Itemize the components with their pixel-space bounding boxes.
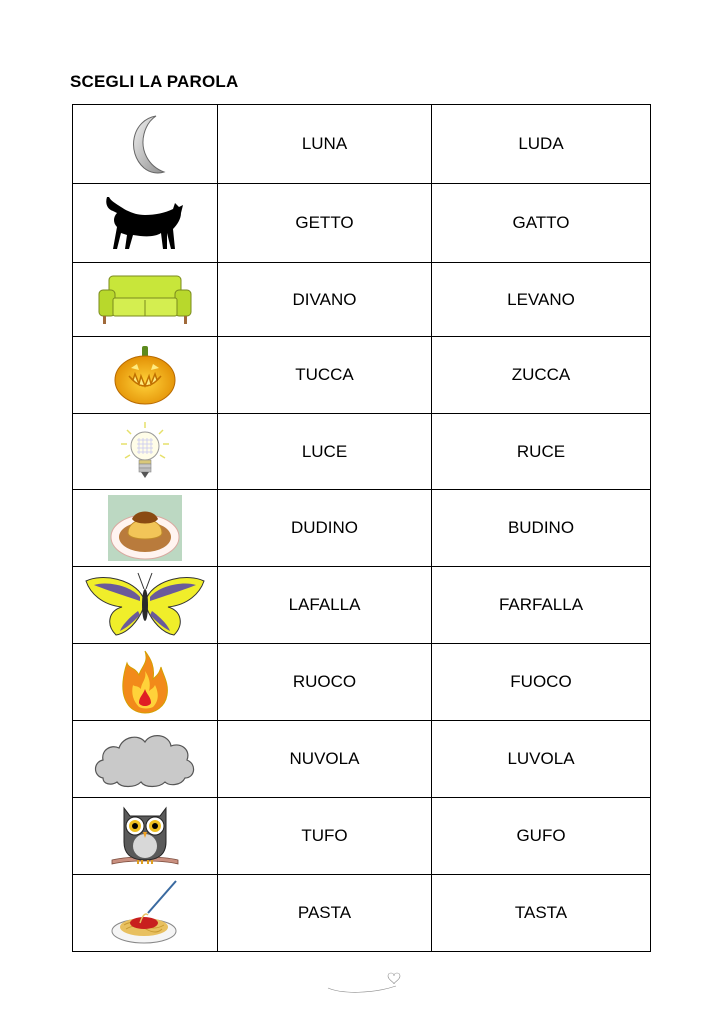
table-row xyxy=(73,337,651,414)
cuci-didattica-logo xyxy=(322,968,404,998)
option-a-cell[interactable]: DUDINO xyxy=(218,490,432,567)
picture-cell xyxy=(73,567,218,644)
picture-cell xyxy=(73,490,218,567)
cat-icon xyxy=(103,191,187,255)
option-b-cell[interactable]: BUDINO xyxy=(432,490,651,567)
option-a-cell[interactable]: GETTO xyxy=(218,184,432,263)
sofa-icon xyxy=(95,272,195,328)
table-row xyxy=(73,875,651,952)
picture-cell xyxy=(73,875,218,952)
option-b-cell[interactable]: TASTA xyxy=(432,875,651,952)
option-b-cell[interactable]: LEVANO xyxy=(432,263,651,337)
picture-cell xyxy=(73,105,218,184)
table-row xyxy=(73,567,651,644)
light-bulb-icon xyxy=(117,420,173,484)
picture-cell xyxy=(73,721,218,798)
table-row xyxy=(73,644,651,721)
pudding-icon xyxy=(108,495,182,561)
table-row xyxy=(73,263,651,337)
option-b-cell[interactable]: RUCE xyxy=(432,414,651,490)
option-a-cell[interactable]: NUVOLA xyxy=(218,721,432,798)
table-row xyxy=(73,105,651,184)
option-a-cell[interactable]: TUFO xyxy=(218,798,432,875)
option-b-cell[interactable]: LUVOLA xyxy=(432,721,651,798)
option-a-cell[interactable]: DIVANO xyxy=(218,263,432,337)
option-b-cell[interactable]: GUFO xyxy=(432,798,651,875)
picture-cell xyxy=(73,263,218,337)
butterfly-icon xyxy=(82,571,208,639)
pumpkin-icon xyxy=(111,344,179,406)
moon-icon xyxy=(120,112,170,176)
option-a-cell[interactable]: LUNA xyxy=(218,105,432,184)
picture-cell xyxy=(73,798,218,875)
option-a-cell[interactable]: RUOCO xyxy=(218,644,432,721)
option-a-cell[interactable]: PASTA xyxy=(218,875,432,952)
worksheet-title: SCEGLI LA PAROLA xyxy=(70,72,239,91)
owl-icon xyxy=(108,802,182,870)
option-a-cell[interactable]: LAFALLA xyxy=(218,567,432,644)
option-b-cell[interactable]: FARFALLA xyxy=(432,567,651,644)
option-b-cell[interactable]: ZUCCA xyxy=(432,337,651,414)
table-row xyxy=(73,414,651,490)
picture-cell xyxy=(73,414,218,490)
option-a-cell[interactable]: TUCCA xyxy=(218,337,432,414)
word-choice-table xyxy=(72,104,651,952)
pasta-icon xyxy=(110,879,180,947)
picture-cell xyxy=(73,184,218,263)
fire-icon xyxy=(119,649,171,715)
option-b-cell[interactable]: LUDA xyxy=(432,105,651,184)
picture-cell xyxy=(73,337,218,414)
picture-cell xyxy=(73,644,218,721)
table-row xyxy=(73,798,651,875)
option-b-cell[interactable]: GATTO xyxy=(432,184,651,263)
option-a-cell[interactable]: LUCE xyxy=(218,414,432,490)
option-b-cell[interactable]: FUOCO xyxy=(432,644,651,721)
cloud-icon xyxy=(91,728,199,790)
table-row xyxy=(73,184,651,263)
table-row xyxy=(73,721,651,798)
table-row xyxy=(73,490,651,567)
